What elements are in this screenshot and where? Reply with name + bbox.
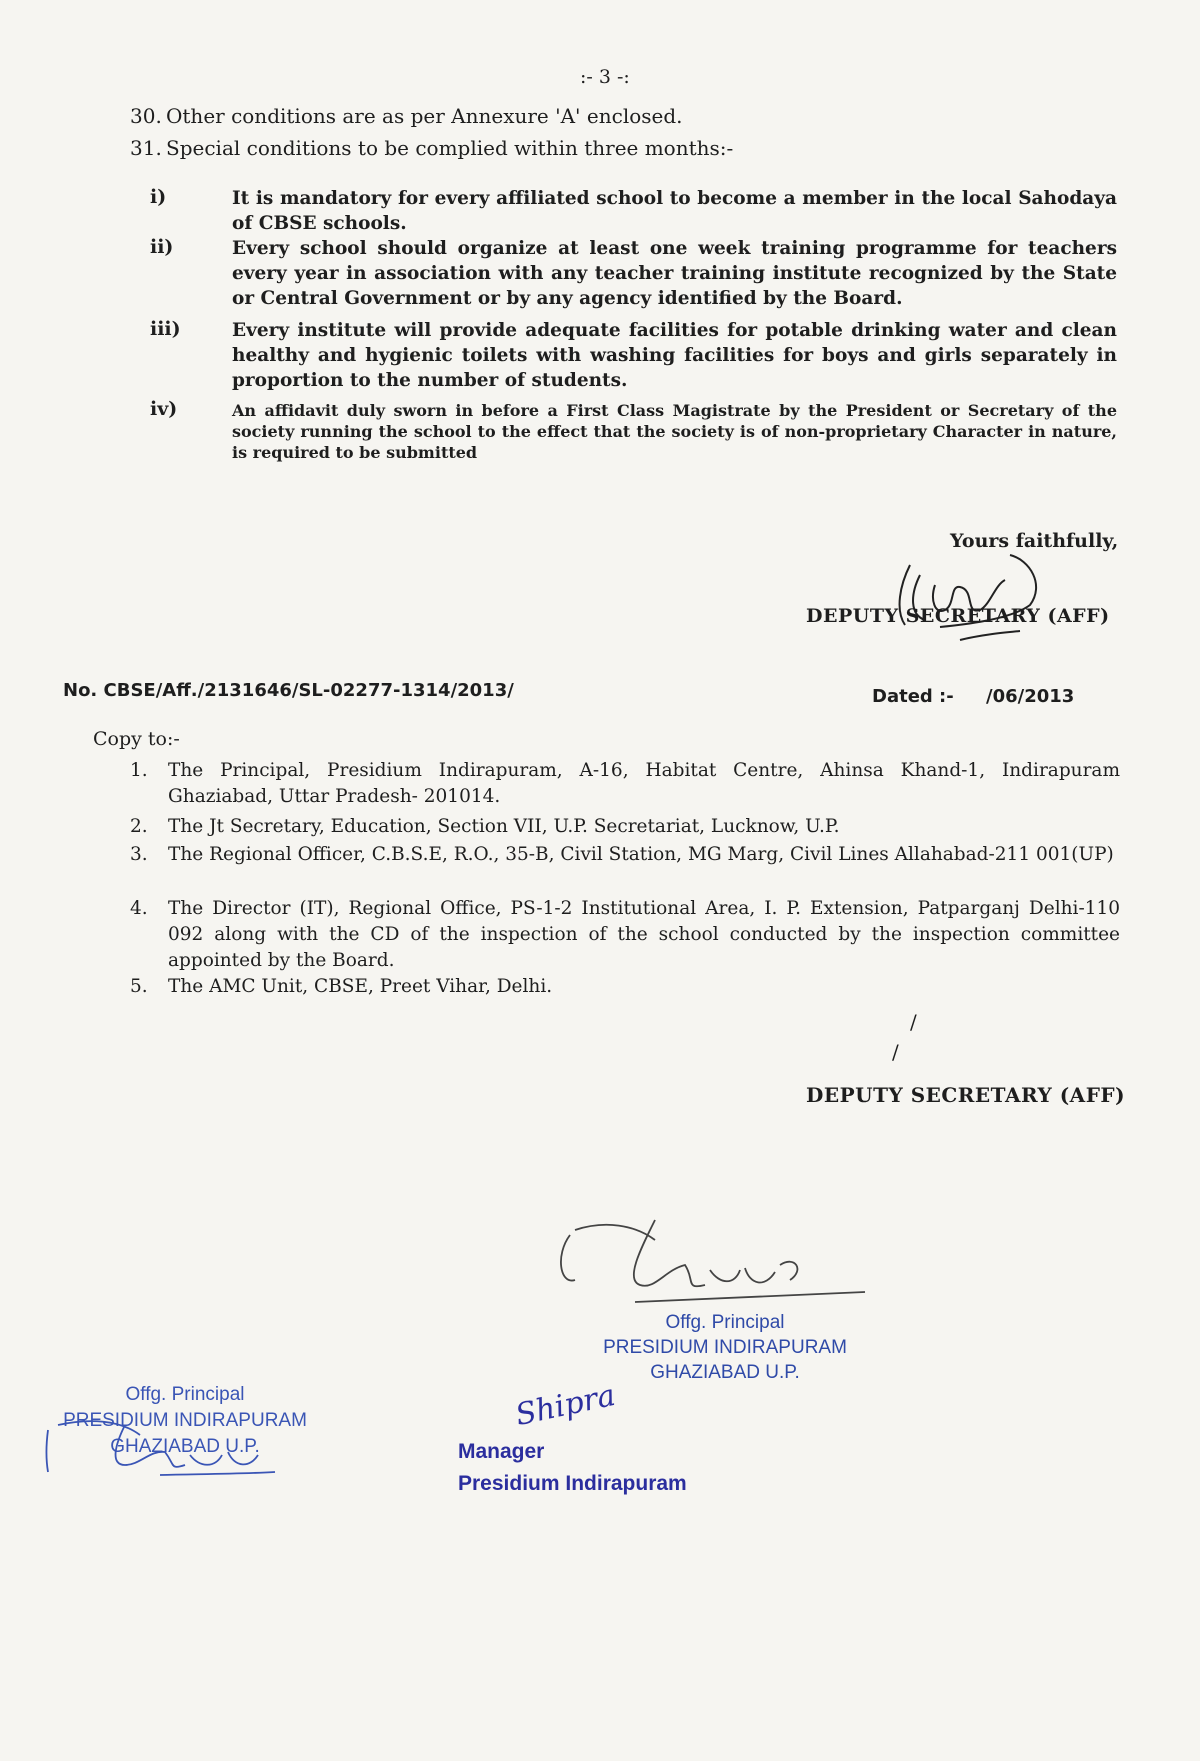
copy-number: 3. <box>130 844 148 865</box>
condition-30 <box>130 104 683 128</box>
signatory-title-copy: DEPUTY SECRETARY (AFF) <box>806 1083 1126 1107</box>
principal-signature <box>545 1210 875 1320</box>
condition-number: 31. <box>130 136 162 160</box>
stamp-line: GHAZIABAD U.P. <box>650 1362 800 1383</box>
roman-numeral: ii) <box>150 236 174 258</box>
manager-signature <box>512 1377 635 1438</box>
principal-stamp <box>575 1310 875 1385</box>
roman-numeral: iv) <box>150 398 178 420</box>
copy-number: 2. <box>130 816 148 837</box>
special-condition-text: An affidavit duly sworn in before a First Class Magistrate by the President or Secretary of the society running the school to the effect that the society is of non-proprietary Character in nature, is required to be submitted <box>232 401 1117 462</box>
left-stamp-signature <box>40 1410 280 1485</box>
stamp-line: PRESIDIUM INDIRAPURAM <box>603 1337 847 1358</box>
condition-number: 30. <box>130 104 162 128</box>
reference-number: No. CBSE/Aff./2131646/SL-02277-1314/2013/ <box>63 680 514 701</box>
stamp-line: GHAZIABAD U.P. <box>110 1436 260 1457</box>
special-condition-text: Every school should organize at least one week training programme for teachers every year in association with any teacher training institute recognized by the State or Central Government or by any agency identified by the Board. <box>232 238 1117 309</box>
manager-stamp-title: Manager <box>458 1440 545 1463</box>
copy-text: The AMC Unit, CBSE, Preet Vihar, Delhi. <box>168 976 553 997</box>
copy-text: The Principal, Presidium Indirapuram, A-16, Habitat Centre, Ahinsa Khand-1, Indirapuram Ghaziabad, Uttar Pradesh- 201014. <box>168 760 1120 807</box>
special-condition-text: Every institute will provide adequate facilities for potable drinking water and clean healthy and hygienic toilets with washing facilities for boys and girls separately in proportion to the number of students. <box>232 320 1117 391</box>
copy-text: The Regional Officer, C.B.S.E, R.O., 35-B, Civil Station, MG Marg, Civil Lines Allahabad-211 001(UP) <box>168 844 1114 865</box>
copy-number: 5. <box>130 976 148 997</box>
dated-label: Dated :- <box>872 686 954 707</box>
roman-numeral: iii) <box>150 318 181 340</box>
condition-text: Special conditions to be complied within three months:- <box>166 136 734 160</box>
closing-salutation: Yours faithfully, <box>950 530 1119 552</box>
stamp-line: Offg. Principal <box>665 1312 785 1333</box>
copy-number: 4. <box>130 898 148 919</box>
page-number: :- 3 -: <box>580 66 630 88</box>
slash-mark: / <box>910 1010 917 1034</box>
signatory-title: DEPUTY SECRETARY (AFF) <box>806 605 1110 627</box>
stamp-line: PRESIDIUM INDIRAPURAM <box>63 1410 307 1431</box>
roman-numeral: i) <box>150 186 167 208</box>
special-condition-text: It is mandatory for every affiliated school to become a member in the local Sahodaya of CBSE schools. <box>232 188 1117 234</box>
slash-mark: / <box>892 1040 899 1064</box>
dated <box>872 686 1074 707</box>
copy-text: The Director (IT), Regional Office, PS-1-2 Institutional Area, I. P. Extension, Patparganj Delhi-110 092 along with the CD of the inspection of the school conducted by the inspection committee appointed by the Board. <box>168 898 1120 971</box>
copy-to-label: Copy to:- <box>93 728 180 750</box>
condition-text: Other conditions are as per Annexure 'A' enclosed. <box>166 104 683 128</box>
stamp-line: Offg. Principal <box>125 1384 245 1405</box>
dated-value: /06/2013 <box>986 686 1075 707</box>
manager-stamp-name: Presidium Indirapuram <box>458 1472 687 1495</box>
copy-number: 1. <box>130 760 148 781</box>
manager-signature-text: Shipra <box>512 1377 619 1434</box>
copy-text: The Jt Secretary, Education, Section VII, U.P. Secretariat, Lucknow, U.P. <box>168 816 840 837</box>
condition-31 <box>130 136 733 160</box>
